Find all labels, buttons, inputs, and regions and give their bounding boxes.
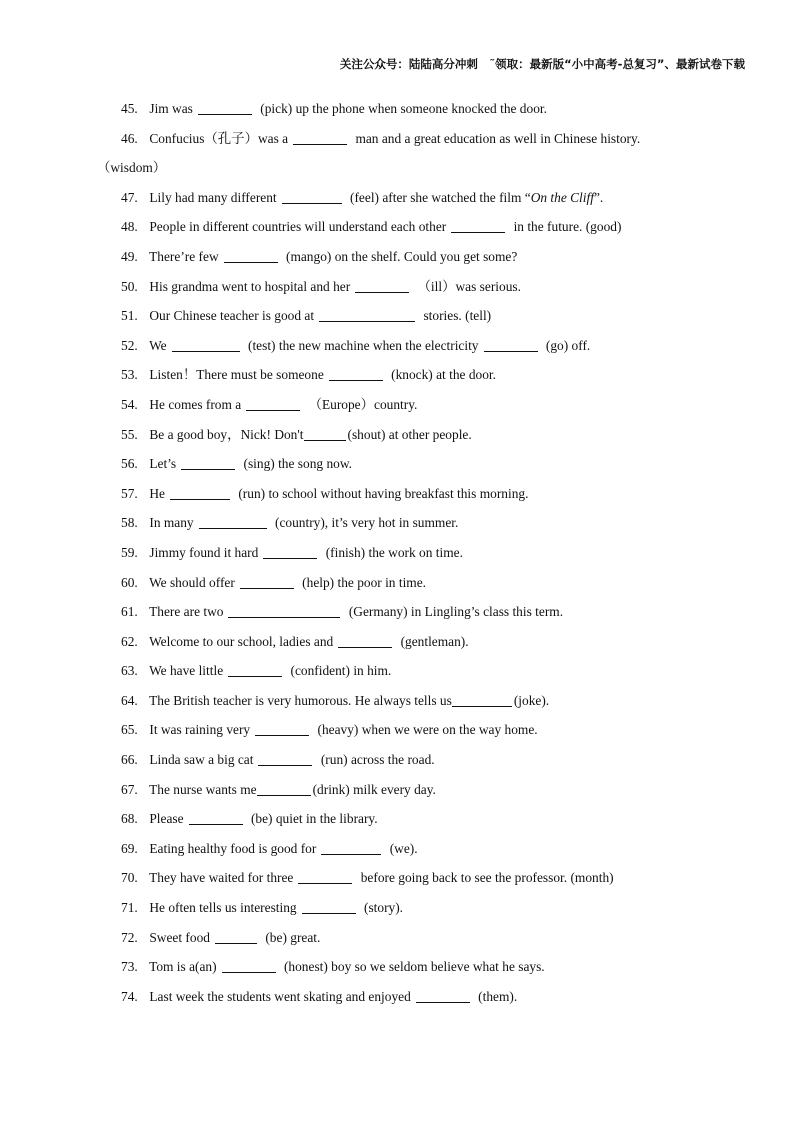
exercise-item	[121, 479, 741, 509]
item-number: 48.	[121, 219, 138, 235]
item-text: (Germany) in Lingling’s class this term.	[348, 604, 564, 620]
exercise-item	[121, 923, 741, 953]
item-text: We have little	[149, 663, 224, 679]
exercise-item	[121, 715, 741, 745]
item-text: (country), it’s very hot in summer.	[274, 515, 459, 531]
exercise-item	[121, 301, 741, 331]
item-text: It was raining very	[149, 722, 251, 738]
item-number: 46.	[121, 130, 138, 146]
item-text: Please	[149, 811, 184, 827]
item-number: 50.	[121, 278, 138, 294]
exercise-item	[121, 538, 741, 568]
answer-blank[interactable]	[258, 753, 312, 766]
item-text: They have waited for three	[149, 870, 294, 886]
item-text: in the future. (good)	[513, 219, 622, 235]
item-text: (go) off.	[545, 337, 591, 353]
item-number: 67.	[121, 781, 138, 797]
item-text: (knock) at the door.	[391, 367, 496, 383]
item-continuation: （wisdom）	[97, 160, 167, 176]
item-text: Listen！There must be someone	[149, 367, 324, 383]
item-text: (drink) milk every day.	[312, 781, 436, 797]
item-number: 63.	[121, 663, 138, 679]
answer-blank[interactable]	[246, 398, 300, 411]
item-text: (be) great.	[265, 929, 321, 945]
item-text: (help) the poor in time.	[302, 574, 427, 590]
item-number: 66.	[121, 752, 138, 768]
item-text: Confucius（孔子）was a	[149, 130, 289, 146]
item-number: 45.	[121, 101, 138, 116]
item-number: 61.	[121, 604, 138, 620]
item-number: 51.	[121, 308, 138, 324]
exercise-item	[121, 568, 741, 598]
item-text: (heavy) when we were on the way home.	[317, 722, 538, 738]
answer-blank[interactable]	[338, 635, 392, 648]
item-text: There are two	[149, 604, 224, 620]
item-number: 69.	[121, 840, 138, 856]
answer-blank[interactable]	[298, 871, 352, 884]
item-text: (mango) on the shelf. Could you get some?	[285, 248, 518, 264]
exercise-item	[121, 212, 741, 242]
item-text: Our Chinese teacher is good at	[149, 308, 315, 324]
item-text: He	[149, 485, 165, 501]
item-number: 68.	[121, 811, 138, 827]
item-text: We	[149, 337, 167, 353]
item-text: (run) across the road.	[320, 752, 435, 768]
exercise-item	[121, 508, 741, 538]
item-text: People in different countries will understand each other	[149, 219, 447, 235]
item-number: 65.	[121, 722, 138, 738]
item-number: 58.	[121, 515, 138, 531]
answer-blank[interactable]	[282, 191, 342, 204]
exercise-item	[121, 834, 741, 864]
item-number: 72.	[121, 929, 138, 945]
answer-blank[interactable]	[416, 990, 470, 1003]
item-text: Linda saw a big cat	[149, 752, 254, 768]
answer-blank[interactable]	[222, 960, 276, 973]
answer-blank[interactable]	[329, 368, 383, 381]
item-text: (sing) the song now.	[243, 456, 352, 472]
answer-blank[interactable]	[224, 250, 278, 263]
exercise-item	[121, 863, 741, 893]
item-text: Sweet food	[149, 929, 210, 945]
exercise-item	[121, 952, 741, 982]
item-text: Let’s	[149, 456, 177, 472]
answer-blank[interactable]	[293, 132, 347, 145]
exercise-item	[121, 627, 741, 657]
item-number: 56.	[121, 456, 138, 472]
item-text: (pick) up the phone when someone knocked the door.	[260, 101, 547, 116]
exercise-item	[121, 597, 741, 627]
exercise-item	[121, 390, 741, 420]
item-text: (feel) after she watched the film “	[350, 189, 531, 205]
item-text: We should offer	[149, 574, 235, 590]
answer-blank[interactable]	[302, 901, 356, 914]
item-number: 71.	[121, 900, 138, 916]
exercise-item	[121, 893, 741, 923]
film-title: On the Cliff	[530, 189, 594, 205]
item-text: Jim was	[149, 101, 193, 116]
item-text: (we).	[389, 840, 418, 856]
answer-blank[interactable]	[304, 428, 346, 441]
answer-blank[interactable]	[215, 931, 257, 944]
answer-blank[interactable]	[255, 723, 309, 736]
item-number: 57.	[121, 485, 138, 501]
item-number: 59.	[121, 544, 138, 560]
answer-blank[interactable]	[240, 576, 294, 589]
item-text: Jimmy found it hard	[149, 544, 259, 560]
item-text: stories. (tell)	[423, 308, 492, 324]
answer-blank[interactable]	[321, 842, 381, 855]
item-number: 74.	[121, 988, 138, 1004]
item-text: In many	[149, 515, 194, 531]
exercise-item	[121, 360, 741, 390]
exercise-item	[121, 686, 741, 716]
item-number: 70.	[121, 870, 138, 886]
exercise-item	[121, 656, 741, 686]
answer-blank[interactable]	[170, 487, 230, 500]
exercise-item	[121, 745, 741, 775]
answer-blank[interactable]	[189, 812, 243, 825]
item-number: 62.	[121, 633, 138, 649]
exercise-item	[121, 242, 741, 272]
item-text: He comes from a	[149, 396, 242, 412]
exercise-item	[121, 124, 741, 154]
exercise-item	[121, 449, 741, 479]
answer-blank[interactable]	[257, 783, 311, 796]
item-text: Tom is a(an)	[149, 959, 217, 975]
item-text: (finish) the work on time.	[325, 544, 463, 560]
exercise-list	[97, 94, 741, 1011]
answer-blank[interactable]	[452, 694, 512, 707]
item-number: 60.	[121, 574, 138, 590]
item-number: 54.	[121, 396, 138, 412]
item-text: His grandma went to hospital and her	[149, 278, 351, 294]
item-number: 49.	[121, 248, 138, 264]
item-text: He often tells us interesting	[149, 900, 297, 916]
item-text: （Europe）country.	[308, 396, 418, 412]
exercise-item	[121, 982, 741, 1012]
answer-blank[interactable]	[199, 516, 267, 529]
answer-blank[interactable]	[181, 457, 235, 470]
item-text: (test) the new machine when the electricity	[247, 337, 479, 353]
answer-blank[interactable]	[172, 339, 240, 352]
exercise-item	[121, 420, 741, 450]
item-text: Lily had many different	[149, 189, 277, 205]
answer-blank[interactable]	[198, 102, 252, 115]
answer-blank[interactable]	[319, 309, 415, 322]
item-text: (be) quiet in the library.	[250, 811, 378, 827]
exercise-item	[121, 775, 741, 805]
item-number: 53.	[121, 367, 138, 383]
item-text: Be a good boy，Nick! Don't	[149, 426, 304, 442]
item-number: 47.	[121, 189, 138, 205]
item-text: Welcome to our school, ladies and	[149, 633, 334, 649]
item-text: (them).	[478, 988, 518, 1004]
item-text: Last week the students went skating and enjoyed	[149, 988, 411, 1004]
item-text: man and a great education as well in Chinese history.	[355, 130, 641, 146]
item-text: (story).	[363, 900, 404, 916]
exercise-item	[121, 183, 741, 213]
answer-blank[interactable]	[228, 605, 340, 618]
exercise-item	[121, 331, 741, 361]
item-text: (joke).	[513, 692, 550, 708]
answer-blank[interactable]	[484, 339, 538, 352]
exercise-item	[121, 804, 741, 834]
item-text: ”.	[593, 189, 604, 205]
item-number: 73.	[121, 959, 138, 975]
exercise-item	[121, 272, 741, 302]
item-text: (confident) in him.	[290, 663, 392, 679]
exercise-item	[121, 94, 741, 124]
page-header-banner: 关注公众号：陆陆高分冲刺 ˜领取：最新版“小中高考-总复习”、最新试卷下载	[339, 57, 745, 71]
item-text: The British teacher is very humorous. He always tells us	[149, 692, 452, 708]
item-text: （ill）was serious.	[417, 278, 521, 294]
item-number: 55.	[121, 426, 138, 442]
item-text: Eating healthy food is good for	[149, 840, 317, 856]
answer-blank[interactable]	[451, 220, 505, 233]
item-text: (honest) boy so we seldom believe what he says.	[283, 959, 545, 975]
item-text: (run) to school without having breakfast this morning.	[238, 485, 529, 501]
answer-blank[interactable]	[263, 546, 317, 559]
item-text: (gentleman).	[400, 633, 469, 649]
item-text: before going back to see the professor. (month)	[360, 870, 614, 886]
item-text: There’re few	[149, 248, 219, 264]
item-number: 64.	[121, 692, 138, 708]
answer-blank[interactable]	[355, 280, 409, 293]
item-text: The nurse wants me	[149, 781, 257, 797]
item-text: (shout) at other people.	[347, 426, 472, 442]
answer-blank[interactable]	[228, 664, 282, 677]
item-number: 52.	[121, 337, 138, 353]
